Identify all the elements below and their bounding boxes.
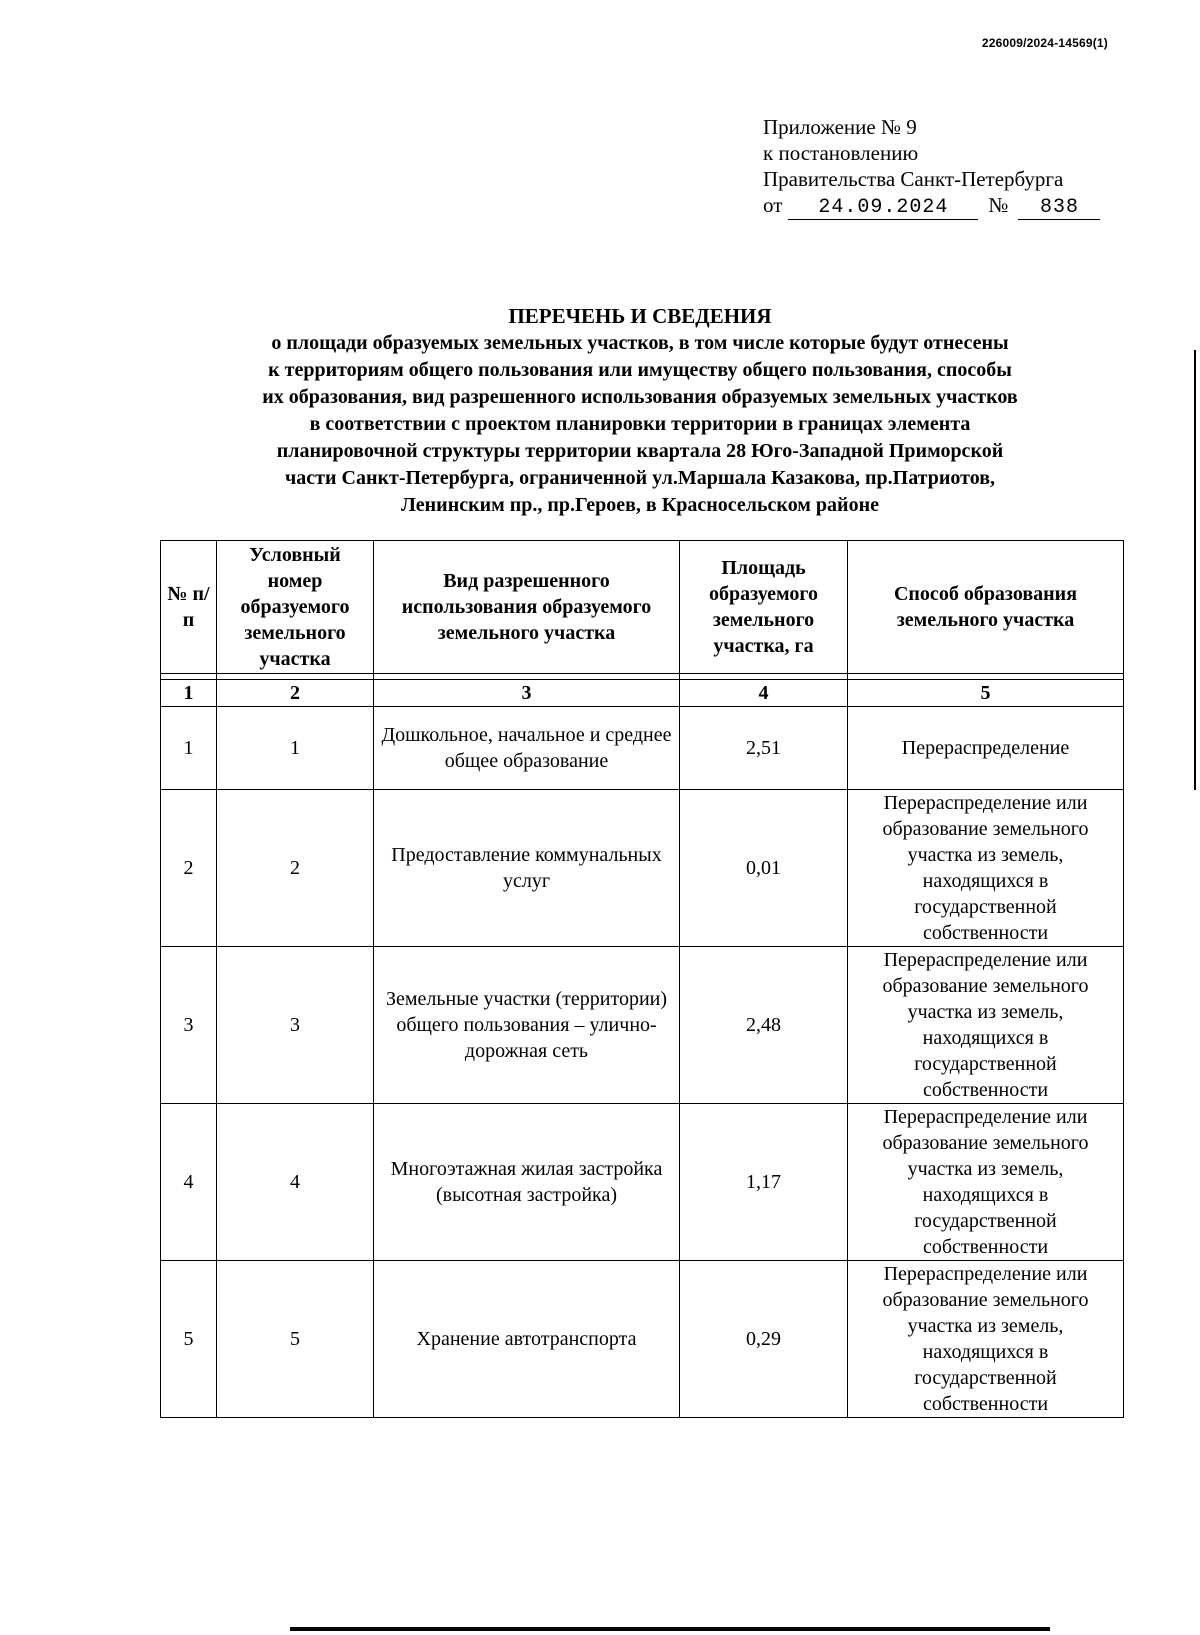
permitted-use: Многоэтажная жилая застройка (высотная застройка): [374, 1104, 680, 1261]
formation-method: Перераспределение или образование земельного участка из земель, находящихся в государственной собственности: [848, 790, 1124, 947]
parcel-number: 5: [217, 1261, 374, 1418]
parcel-number: 2: [217, 790, 374, 947]
row-number: 4: [161, 1104, 217, 1261]
header-area: Площадь образуемого земельного участка, га: [680, 541, 848, 674]
parcel-area: 1,17: [680, 1104, 848, 1261]
document-id: 226009/2024-14569(1): [981, 36, 1108, 50]
parcel-area: 2,48: [680, 947, 848, 1104]
parcel-number: 3: [217, 947, 374, 1104]
column-number: 1: [161, 680, 217, 707]
formation-method: Перераспределение: [848, 707, 1124, 790]
table-row: [161, 947, 1124, 1104]
parcel-number: 4: [217, 1104, 374, 1261]
heading-line: к территориям общего пользования или имуществу общего пользования, способы: [268, 359, 1012, 381]
column-number: 2: [217, 680, 374, 707]
annex-authority: Правительства Санкт-Петербурга: [763, 167, 1064, 191]
scan-edge-mark: [1194, 350, 1196, 790]
annex-date-line: [763, 192, 1163, 220]
formation-method: Перераспределение или образование земельного участка из земель, находящихся в государственной собственности: [848, 1261, 1124, 1418]
table-header-row: [161, 541, 1124, 674]
permitted-use: Предоставление коммунальных услуг: [374, 790, 680, 947]
table-row: [161, 1261, 1124, 1418]
table-row: [161, 707, 1124, 790]
annex-resolution: к постановлению: [763, 141, 919, 165]
column-numbers-row: [161, 680, 1124, 707]
column-number: 4: [680, 680, 848, 707]
formation-method: Перераспределение или образование земельного участка из земель, находящихся в государственной собственности: [848, 1104, 1124, 1261]
parcel-area: 0,01: [680, 790, 848, 947]
permitted-use: Земельные участки (территории) общего пользования – улично-дорожная сеть: [374, 947, 680, 1104]
heading-line: части Санкт-Петербурга, ограниченной ул.Маршала Казакова, пр.Патриотов,: [285, 467, 995, 489]
date-prefix: от: [763, 193, 783, 217]
resolution-number: 838: [1018, 197, 1100, 220]
heading-line: в соответствии с проектом планировки территории в границах элемента: [309, 413, 971, 435]
number-prefix: №: [988, 193, 1009, 217]
permitted-use: Дошкольное, начальное и среднее общее образование: [374, 707, 680, 790]
header-parcel-number: Условный номер образуемого земельного участка: [217, 541, 374, 674]
table-row: [161, 1104, 1124, 1261]
parcel-area: 2,51: [680, 707, 848, 790]
annex-block: [763, 114, 1163, 220]
heading-title: ПЕРЕЧЕНЬ И СВЕДЕНИЯ: [508, 304, 772, 328]
table-row: [161, 790, 1124, 947]
parcels-table: [160, 540, 1124, 1418]
parcel-number: 1: [217, 707, 374, 790]
scan-bottom-rule: [290, 1627, 1050, 1631]
heading-line: их образования, вид разрешенного использования образуемых земельных участков: [262, 386, 1018, 408]
document-heading: [150, 302, 1130, 519]
resolution-date: 24.09.2024: [788, 197, 978, 220]
annex-title: Приложение № 9: [763, 115, 917, 139]
heading-line: о площади образуемых земельных участков, в том числе которые будут отнесены: [271, 332, 1009, 354]
parcel-area: 0,29: [680, 1261, 848, 1418]
column-number: 3: [374, 680, 680, 707]
header-formation-method: Способ образования земельного участка: [848, 541, 1124, 674]
permitted-use: Хранение автотранспорта: [374, 1261, 680, 1418]
row-number: 2: [161, 790, 217, 947]
heading-line: Ленинским пр., пр.Героев, в Красносельском районе: [401, 494, 879, 516]
header-permitted-use: Вид разрешенного использования образуемого земельного участка: [374, 541, 680, 674]
formation-method: Перераспределение или образование земельного участка из земель, находящихся в государственной собственности: [848, 947, 1124, 1104]
row-number: 1: [161, 707, 217, 790]
row-number: 5: [161, 1261, 217, 1418]
header-row-number: № п/п: [161, 541, 217, 674]
row-number: 3: [161, 947, 217, 1104]
column-number: 5: [848, 680, 1124, 707]
heading-line: планировочной структуры территории квартала 28 Юго-Западной Приморской: [276, 440, 1004, 462]
